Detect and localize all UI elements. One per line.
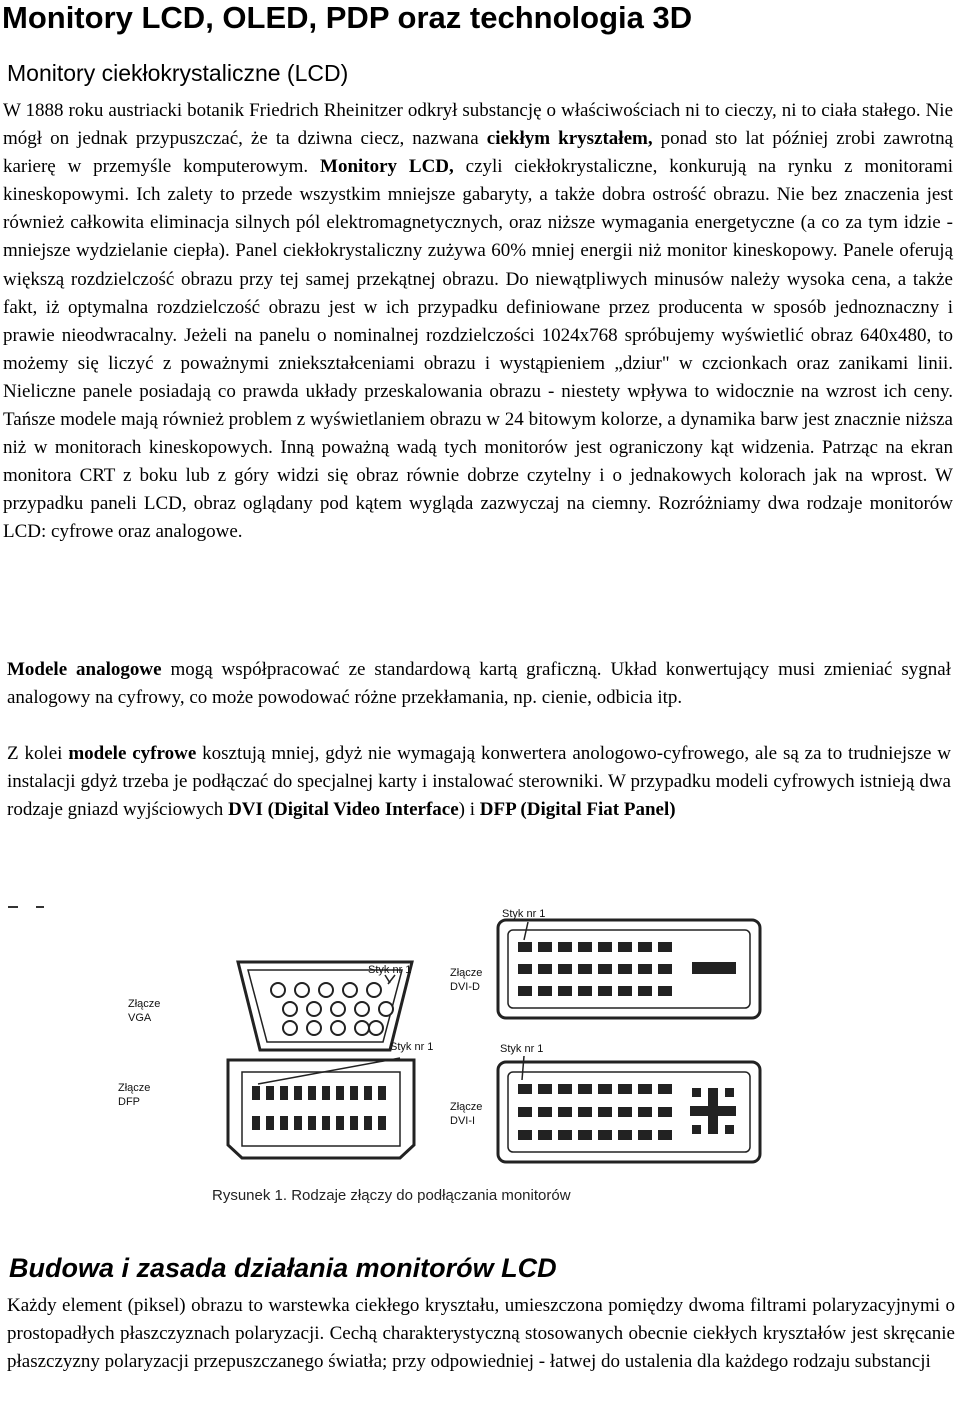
bold-term: DFP (Digital Fiat Panel): [479, 799, 676, 821]
section-heading-construction: Budowa i zasada działania monitorów LCD: [9, 1253, 557, 1283]
label-pin1-dvid: Styk nr 1: [502, 908, 546, 920]
text-run: kosztują mniej, gdyż nie wymagają konwertera anologowo-cyfrowego, ale są za to trudniejsze w instalacji gdyż trzeba je podłączać do specjalnej karty i instalować sterowniki. W przypadku modeli cyfrowych istnieją dwa rodzaje gniazd wyjściowych: [7, 743, 952, 821]
section-heading-lcd: Monitory ciekłokrystaliczne (LCD): [7, 60, 349, 86]
connector-figure: [0, 880, 960, 1210]
label-dvii-line1: Złącze: [450, 1101, 483, 1113]
bold-term: ciekłym kryształem,: [486, 128, 653, 150]
label-dvid-line1: Złącze: [450, 967, 483, 979]
label-dvid-line2: DVI-D: [450, 981, 480, 993]
text-run: ponad sto lat później zrobi zawrotną karierę w przemyśle komputerowym.: [3, 128, 954, 178]
label-pin1-dfp: Styk nr 1: [390, 1041, 434, 1053]
bold-term: DVI: [228, 799, 263, 821]
paragraph-analog-models: [7, 656, 951, 712]
label-dfp-line1: Złącze: [118, 1082, 151, 1094]
label-vga-line2: VGA: [128, 1012, 152, 1024]
paragraph-digital-models: [7, 740, 951, 824]
bold-term: (Digital Video Interface: [267, 799, 459, 821]
text-run: Z kolei: [7, 743, 69, 764]
dvid-connector-drawing: [498, 920, 760, 1018]
text-run: mogą współpracować ze standardową kartą graficzną. Układ konwertujący musi zmieniać sygnał analogowy na cyfrowy, co może powodować różne przekłamania, np. cienie, odbicia itp.: [7, 659, 951, 709]
paragraph-construction: Każdy element (piksel) obrazu to warstewka ciekłego kryształu, umieszczona pomiędzy dwoma filtrami polaryzacyjnymi o prostopadłych płaszczyznach polaryzacji. Cechą charakterystyczną stosowanych obecnie ciekłych kryształów jest skręcanie płaszczyzny polaryzacji przepuszczanego światła; przy odpowiedniej - łatwej do ustalenia dla każdego rodzaju substancji: [7, 1295, 955, 1373]
bold-term: modele cyfrowe: [68, 743, 197, 764]
text-run: W 1888 roku austriacki botanik Friedrich Rheinitzer odkrył substancję o właściwościach ni to cieczy, ni to ciała stałego. Nie mógł on jednak przypuszczać, że ta dziwna ciecz, nazwana: [3, 100, 953, 150]
label-pin1-dvii: Styk nr 1: [500, 1043, 544, 1055]
dvii-connector-drawing: [498, 1062, 760, 1162]
figure-caption: Rysunek 1. Rodzaje złączy do podłączania monitorów: [212, 1187, 571, 1204]
label-vga-line1: Złącze: [128, 998, 161, 1010]
label-dvii-line2: DVI-I: [450, 1115, 476, 1127]
page-title: Monitory LCD, OLED, PDP oraz technologia 3D: [2, 0, 693, 35]
label-pin1-vga: Styk nr 1: [368, 964, 412, 976]
bold-term: Modele analogowe: [7, 659, 162, 680]
label-dfp-line2: DFP: [118, 1096, 140, 1108]
text-run: ) i: [458, 799, 480, 821]
text-run: czyli ciekłokrystaliczne, konkurują na rynku z monitorami kineskopowymi. Ich zalety to przede wszystkim mniejsze gabaryty, a także dobra ostrość obrazu. Nie bez znaczenia jest również całkowita eliminacja silnych pól elektromagnetycznych, oraz niższe wymagania energetyczne (a co za tym idzie - mniejsze wydzielanie ciepła). Panel ciekłokrystaliczny zużywa 60% mniej energii niż monitor kineskopowy. Panele oferują większą rozdzielczość obrazu przy tej samej przekątnej obrazu. Do niewątpliwych minusów należy wysoka cena, a także fakt, iż optymalna rozdzielczość obrazu jest w ich przypadku definiowane przez producenta w sposób jednoznaczny i prawie nieodwracalny. Jeżeli na panelu o nominalnej rozdzielczości 1024x768 spróbujemy wyświetlić obraz 640x480, to możemy się liczyć z poważnymi zniekształceniami obrazu i wystąpieniem „dziur" w czcionkach oraz zanikami linii. Nieliczne panele posiadają co prawda układy przeskalowania obrazu - niestety wpływa to widocznie na wzrost ich ceny. Tańsze modele mają również problem z wyświetlaniem obrazu w 24 bitowym kolorze, a dynamika barw jest znacznie niższa niż w monitorach kineskopowych. Inną poważną wadą tych monitorów jest ograniczony kąt widzenia. Patrząc na ekran monitora CRT z boku lub z góry widzi się obraz równie dobrze czytelny i o jednakowych kolorach jak na wprost. W przypadku paneli LCD, obraz oglądany pod kątem wygląda zazwyczaj na ciemny. Rozróżniamy dwa rodzaje monitorów LCD: cyfrowe oraz analogowe.: [3, 156, 954, 543]
paragraph-intro: [3, 97, 953, 547]
bold-term: Monitory LCD,: [320, 156, 454, 178]
dfp-connector-drawing: [228, 1060, 414, 1158]
